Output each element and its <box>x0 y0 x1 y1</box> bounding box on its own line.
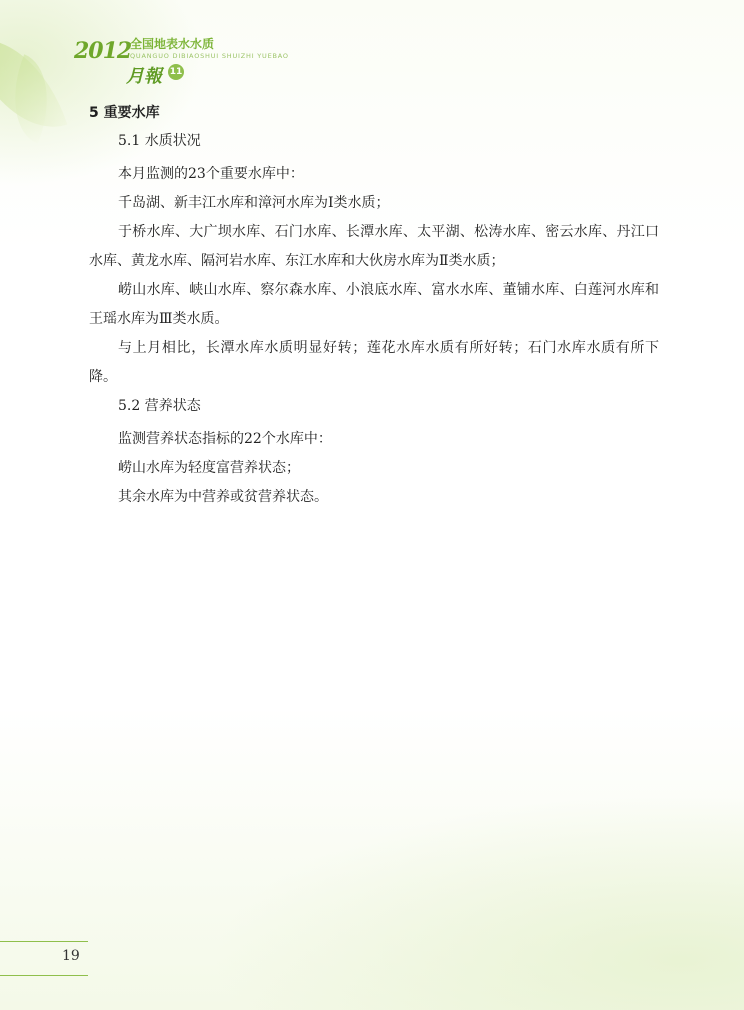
paragraph: 于桥水库、大广坝水库、石门水库、长潭水库、太平湖、松涛水库、密云水库、丹江口水库、黄龙水库、隔河岩水库、东江水库和大伙房水库为Ⅱ类水质； <box>89 224 659 269</box>
paragraph: 本月监测的23个重要水库中： <box>118 166 304 182</box>
header-series-title: 全国地表水水质 <box>130 37 215 51</box>
paragraph: 其余水库为中营养或贫营养状态。 <box>118 489 328 505</box>
subsection-title-trophic-status: 5.2 营养状态 <box>118 398 201 414</box>
paragraph: 千岛湖、新丰江水库和漳河水库为Ⅰ类水质； <box>118 195 390 211</box>
document-body <box>89 103 659 512</box>
report-header <box>74 32 314 88</box>
paragraph: 崂山水库、峡山水库、察尔森水库、小浪底水库、富水水库、董铺水库、白莲河水库和王瑶水库为Ⅲ类水质。 <box>89 282 659 327</box>
paragraph: 与上月相比，长潭水库水质明显好转；莲花水库水质有所好转；石门水库水质有所下降。 <box>89 340 659 385</box>
header-pinyin: QUANGUO DIBIAOSHUI SHUIZHI YUEBAO <box>130 52 289 60</box>
header-year: 2012 <box>74 38 132 64</box>
footer-rule-top <box>0 941 88 942</box>
footer-rule-bottom <box>0 975 88 976</box>
page-number: 19 <box>62 948 80 964</box>
paragraph: 监测营养状态指标的22个水库中： <box>118 431 332 447</box>
section-title: 5 重要水库 <box>89 105 160 121</box>
header-report-label: 月報 <box>126 66 162 87</box>
paragraph: 崂山水库为轻度富营养状态； <box>118 460 300 476</box>
header-issue-badge: 11 <box>168 64 184 80</box>
subsection-title-water-quality: 5.1 水质状况 <box>118 133 201 149</box>
